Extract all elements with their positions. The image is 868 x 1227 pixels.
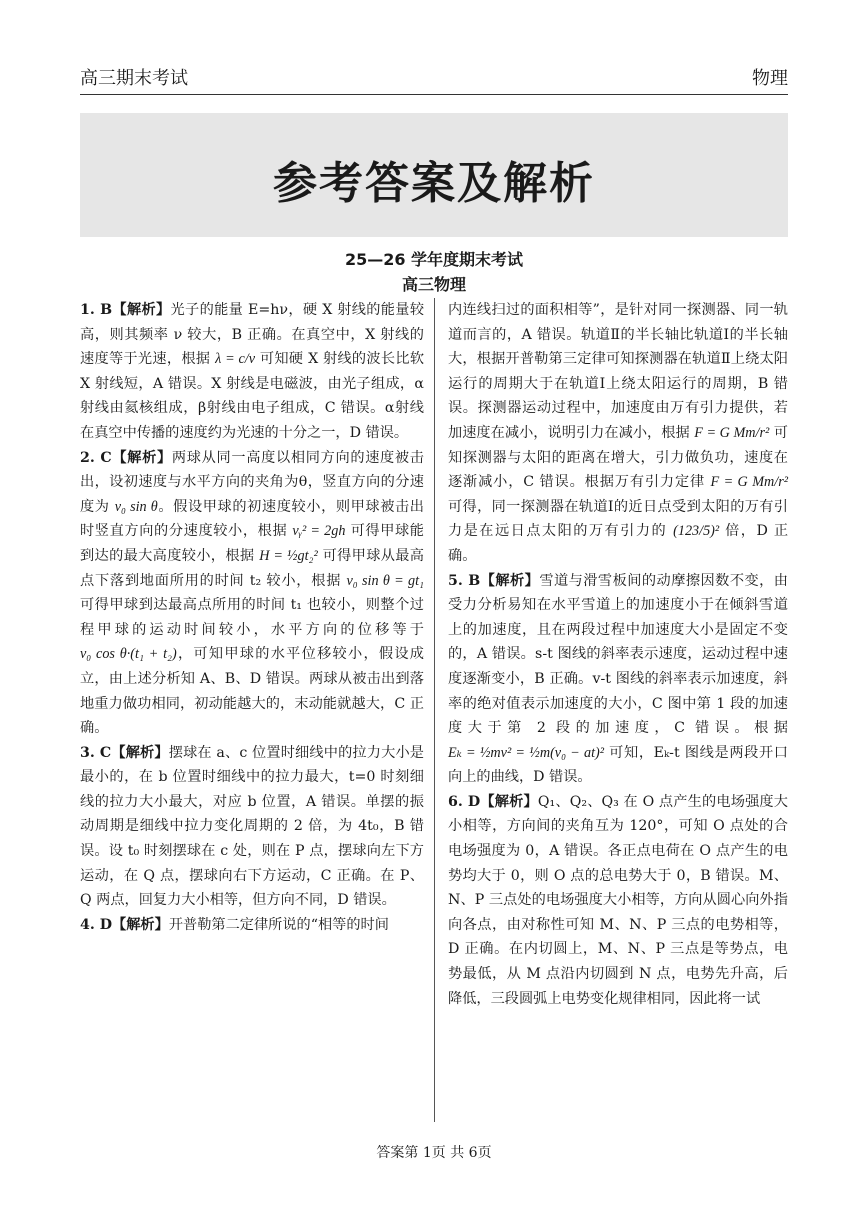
answer-q4-continued [448,298,788,569]
formula: vᵧ² = 2gh [292,523,346,540]
answer-tag: 5. B【解析】 [448,572,540,589]
formula: F = G Mm/r² [694,424,770,441]
right-column [448,298,788,1011]
answer-text: 可得甲球到达最高点所用的时间 t₁ 也较小，则整个过程甲球的运动时间较小，水平方向的位移等于 [80,597,424,638]
column-divider [434,298,435,1122]
answer-q3 [80,741,424,913]
answer-q4 [80,913,424,938]
grade-subject-subtitle: 高三物理 [401,275,466,294]
answer-tag: 3. C【解析】 [80,744,169,761]
answer-text: 光子的能量 E=hν，硬 X 射线的能量较高，则其频率 ν 较大，B 正确。在真空中，X 射线的速度等于光速，根据 [80,302,425,368]
left-column [80,298,424,937]
answer-text: 可得甲球从最高点下落到地面所用的时间 t₂ 较小，根据 [80,547,424,589]
answer-q1 [80,298,424,446]
header-exam-name: 高三期末考试 [80,68,188,89]
answer-text: 摆球在 a、c 位置时细线中的拉力大小是最小的，在 b 位置时细线中的拉力最大，t=0 时刻细线的拉力大小最大，对应 b 位置，A 错误。单摆的振动周期是细线中拉力变化周期的 2 倍，为 4t₀，B 错误。设 t₀ 时刻摆球在 c 处，则在 P 点，摆球向左下方运动，在 Q 点，摆球向右下方运动，C 正确。在 P、Q 两点，回复力大小相等，但方向不同，D 错误。 [80,744,424,909]
answer-text: Q₁、Q₂、Q₃ 在 O 点产生的电场强度大小相等，方向间的夹角互为 120°，可知 O 点处的合电场强度为 0，A 错误。各正点电荷在 O 点产生的电势均大于 0，则 O 点的总电势大于 0，B 错误。M、N、P 三点处的电场强度大小相等，方向从圆心向外指向各点，由对称性可知 M、N、P 三点的电势相等，D 正确。在内切圆上，M、N、P 三点是等势点，电势最低，从 M 点沿内切圆到 N 点，电势先升高，后降低，三段圆弧上电势变化规律相同，因此将一试 [448,793,788,1007]
answer-text: 倍，D 正确。 [448,523,789,564]
page-title: 参考答案及解析 [273,158,595,209]
formula: v₀ sin θ [114,498,158,515]
answer-text: 可得甲球能到达的最大高度较小，根据 [80,523,424,564]
page-header [80,60,788,90]
answer-q6 [448,790,788,1011]
header-subject: 物理 [752,68,788,89]
formula: Eₖ = ½mv² = ½m(v₀ − at)² [448,744,604,761]
formula: v₀ cos θ·(t₁ + t₂) [80,646,177,663]
answer-q5 [448,569,788,790]
answer-text: 开普勒第二定律所说的“相等的时间 [168,916,389,933]
header-rule [80,94,788,95]
answer-text: 可知硬 X 射线的波长比软 X 射线短，A 错误。X 射线是电磁波，由光子组成，α射线由氦核组成，β射线由电子组成，C 错误。α射线在真空中传播的速度约为光速的十分之一，D 错误。 [80,351,425,441]
answer-text: 两球从同一高度以相同方向的速度被击出，设初速度与水平方向的夹角为θ，竖直方向的分速度为 [80,449,424,515]
answer-text: 可得，同一探测器在轨道Ⅰ的近日点受到太阳的万有引力是在远日点太阳的万有引力的 [448,498,788,540]
answer-tag: 6. D【解析】 [448,793,538,810]
answer-text: 。假设甲球的初速度较小，则甲球被击出时竖直方向的分速度较小，根据 [80,498,424,540]
exam-year-subtitle: 25—26 学年度期末考试 [344,250,524,269]
answer-text: ，可知甲球的水平位移较小，假设成立，由上述分析知 A、B、D 错误。两球从被击出到落地重力做功相同，初动能越大的，末动能就越大，C 正确。 [80,646,424,737]
answer-text: 雪道与滑雪板间的动摩擦因数不变，由受力分析易知在水平雪道上的加速度小于在倾斜雪道上的加速度，且在两段过程中加速度大小是固定不变的，A 错误。s-t 图线的斜率表示速度，运动过程中速度逐渐变小，B 正确。v-t 图线的斜率表示加速度，斜率的绝对值表示加速度的大小，C 图中第 1 段的加速度大于第 2 段的加速度，C 错误。根据 [448,572,788,737]
formula: F = G Mm/r² [710,474,788,491]
answer-q2 [80,446,424,741]
answer-tag: 1. B【解析】 [80,302,171,318]
formula: (123/5)² [673,523,720,540]
answer-text: 可知，Eₖ-t 图线是两段开口向上的曲线，D 错误。 [448,744,788,786]
answer-tag: 2. C【解析】 [80,449,172,466]
answer-tag: 4. D【解析】 [80,916,169,933]
title-banner [80,113,788,237]
formula: v₀ sin θ = gt₁ [346,572,424,589]
answer-text: 可知探测器与太阳的距离在增大，引力做负功，速度在逐渐减小，C 错误。根据万有引力定律 [448,424,788,491]
answer-text: 内连线扫过的面积相等”，是针对同一探测器、同一轨道而言的，A 错误。轨道Ⅱ的半长轴比轨道Ⅰ的半长轴大，根据开普勒第三定律可知探测器在轨道Ⅱ上绕太阳运行的周期大于在轨道Ⅰ上绕太阳运行的周期，B 错误。探测器运动过程中，加速度由万有引力提供，若加速度在减小，说明引力在减小，根据 [448,302,788,441]
formula: H = ½gt₂² [259,547,318,564]
page-footer: 答案第 1页 共 6页 [376,1145,492,1161]
formula: λ = c/ν [215,351,256,368]
